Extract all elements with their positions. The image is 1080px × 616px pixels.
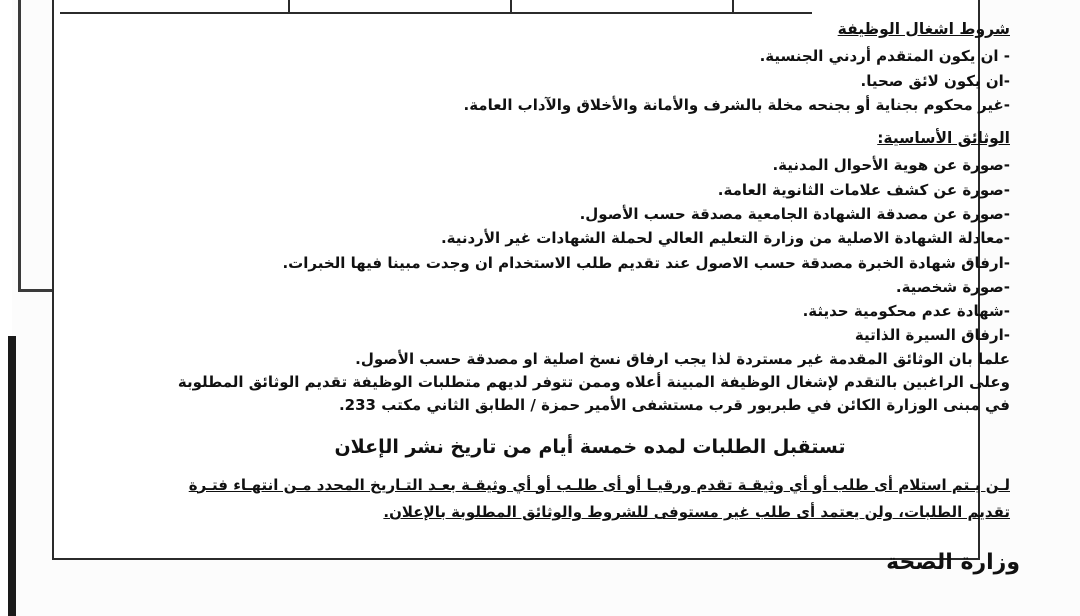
list-item: -ارفاق السيرة الذاتية	[854, 326, 1010, 345]
section-conditions	[170, 18, 1010, 117]
table-cell	[732, 0, 812, 14]
list-item: -ان يكون لائق صحيا.	[860, 71, 1010, 90]
list-item: - ان يكون المتقدم أردني الجنسية.	[759, 47, 1010, 66]
table-row	[60, 0, 812, 14]
section-heading: شروط اشغال الوظيفة	[837, 20, 1010, 38]
list-item: -صورة عن هوية الأحوال المدنية.	[772, 156, 1010, 175]
section-heading: الوثائق الأساسية:	[877, 129, 1010, 148]
page-edge-line-upper	[18, 0, 21, 292]
list-item: -صورة عن كشف علامات الثانوية العامة.	[717, 180, 1010, 199]
note-line: علما بان الوثائق المقدمة غير مستردة لذا يجب ارفاق نسخ اصلية او مصدقة حسب الأصول.	[355, 349, 1010, 368]
table-cell	[510, 0, 732, 14]
section-documents	[170, 127, 1010, 348]
note-line: في مبنى الوزارة الكائن في طبربور قرب مستشفى الأمير حمزة / الطابق الثاني مكتب 233.	[338, 396, 1010, 415]
warning-line: لـن يـتم استلام أى طلب أو أي وثيقـة تقدم ورقيـا أو أى طلـب أو أي وثيقـة بعـد التـاريخ المحدد مـن انتهـاء فتـرة	[188, 475, 1010, 494]
note-line: وعلى الراغبين بالتقدم لإشغال الوظيفة المبينة أعلاه وممن تتوفر لديهم متطلبات الوظيفة تقديم الوثائق المطلوبة	[177, 373, 1010, 392]
table-cell	[288, 0, 510, 14]
list-item: -ارفاق شهادة الخبرة مصدقة حسب الاصول عند تقديم طلب الاستخدام ان وجدت مبينا فيها الخبرات.	[282, 253, 1010, 272]
list-item: -غير محكوم بجناية أو بجنحه مخلة بالشرف والأمانة والأخلاق والآداب العامة.	[463, 95, 1010, 114]
list-item: -شهادة عدم محكومية حديثة.	[802, 302, 1010, 321]
footer-divider	[52, 558, 980, 560]
deadline-headline: تستقبل الطلبات لمده خمسة أيام من تاريخ نشر الإعلان	[334, 435, 846, 458]
table-cell	[60, 0, 288, 14]
spacer	[170, 117, 1010, 127]
warning-line: تقديم الطلبات، ولن يعتمد أى طلب غير مستوفى للشروط والوثائق المطلوبة بالإعلان.	[383, 503, 1010, 522]
list-item: -صورة عن مصدقة الشهادة الجامعية مصدقة حسب الأصول.	[579, 204, 1010, 223]
list-item: -صورة شخصية.	[895, 277, 1010, 296]
section-note	[170, 348, 1010, 418]
list-item: -معادلة الشهادة الاصلية من وزارة التعليم العالي لحملة الشهادات غير الأردنية.	[440, 229, 1010, 248]
warning-paragraph	[170, 472, 1010, 528]
ministry-footer: وزارة الصحة	[886, 550, 1020, 575]
document-body	[170, 18, 1010, 527]
page-edge-line-lower	[8, 336, 16, 616]
